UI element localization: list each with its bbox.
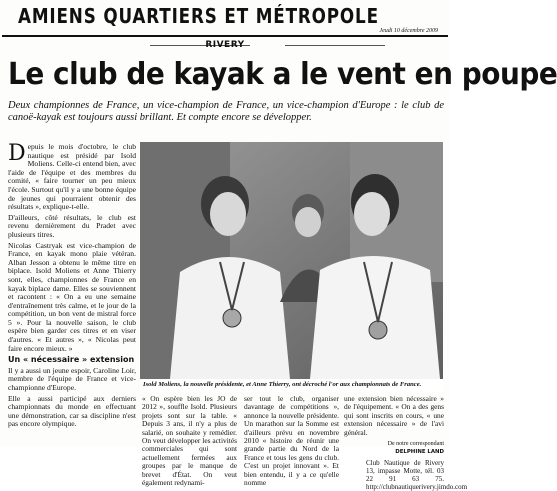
- section-title: AMIENS QUARTIERS ET MÉTROPOLE: [18, 4, 379, 28]
- byline: [344, 440, 444, 457]
- article-paragraph: Elle a aussi participé aux derniers championnats du monde en effectuant une démonstration, car sa discipline n'est pas encore olympique.: [8, 393, 136, 429]
- photo-caption: Isold Moliens, la nouvelle présidente, et Anne Thierry, ont décroché l'or aux championnats de France.: [140, 379, 443, 392]
- article-paragraph: D'ailleurs, côté résultats, le club est revenu dernièrement du Pradet avec plusieurs titres.: [8, 212, 136, 239]
- article-paragraph: Nicolas Castryak est vice-champion de France, en kayak mono plaie vétéran. Alban Jesson a obtenu le même titre en biplace. Isold Moliens et Anne Thierry sont, elles, championnes de France en kayak biplace dame. Elles se souviennent et racontent : « On a eu une semaine d'entraînement très calme, et le jour de la compétition, un bon vent de mistral force 5 ». Pour la nouvelle saison, le club espère bien garder ces titres et en viser d'autres. « Et autres », « Nicolas peut faire encore mieux. »: [8, 240, 136, 353]
- article-column-bottom-1: « On espère bien les JO de 2012 », souffle Isold. Plusieurs projets sont sur la table. « Depuis 3 ans, il n'y a plus de salarié, on souhaite y remédier. On veut développer les activités commerciales qui sont actuellement fermées aux groupes par le manque de brevet d'État. On veut également redynami-: [142, 394, 237, 488]
- article-paragraph: Depuis le mois d'octobre, le club nautique est présidé par Isold Moliens. Celle-ci entend bien, avec l'aide de l'équipe et des membres du comité, « faire tourner un peu mieux l'école. Surtout qu'il y a une bonne équipe de jeunes qui pourraient obtenir des résultats », explique-t-elle.: [8, 141, 136, 212]
- issue-date: Jeudi 10 décembre 2009: [379, 28, 438, 34]
- club-contact-info: Club Nautique de Rivery 13, impasse Motte, tél. 03 22 91 63 75. http://clubnautiquerivery.jimdo.com: [366, 458, 468, 491]
- article-paragraph: une extension bien nécessaire » de l'équipement. « On a des gens qui sont inscrits en cours, « une extension nécessaire » de l'avi général.: [344, 394, 444, 437]
- location-rule-right: [285, 45, 385, 46]
- article-column-left: [8, 143, 136, 431]
- dropcap: D: [8, 141, 26, 166]
- article-lede: Deux championnes de France, un vice-champion de France, un vice-champion d'Europe : le club de canoë-kayak est toujours aussi brillant. Et compte encore se développer.: [8, 100, 444, 123]
- byline-name: DELPHINE LAND: [395, 449, 444, 456]
- kayakers-photo-illustration: [140, 142, 443, 379]
- article-column-bottom-2: ser tout le club, organiser davantage de compétitions », annonce la nouvelle présidente. Un marathon sur la Somme est d'ailleurs prévu en novembre 2010 « histoire de réunir une grande partie du Nord de la France et tous les gens du club. C'est un projet innovant ». Et bien entendu, il y a ce qu'elle nomme: [244, 394, 339, 488]
- article-photo: [140, 142, 443, 379]
- article-paragraph: Il y a aussi un jeune espoir, Caroline Loir, membre de l'équipe de France et vice-championne d'Europe.: [8, 365, 136, 393]
- article-column-bottom-3: [344, 394, 468, 491]
- page-header: [0, 0, 450, 34]
- article-subhead: Un « nécessaire » extension: [8, 355, 135, 365]
- byline-label: De notre correspondant: [387, 441, 444, 448]
- article-headline: Le club de kayak a le vent en poupe: [8, 57, 557, 92]
- article-location: RIVERY: [205, 40, 245, 50]
- header-rule: [2, 35, 448, 37]
